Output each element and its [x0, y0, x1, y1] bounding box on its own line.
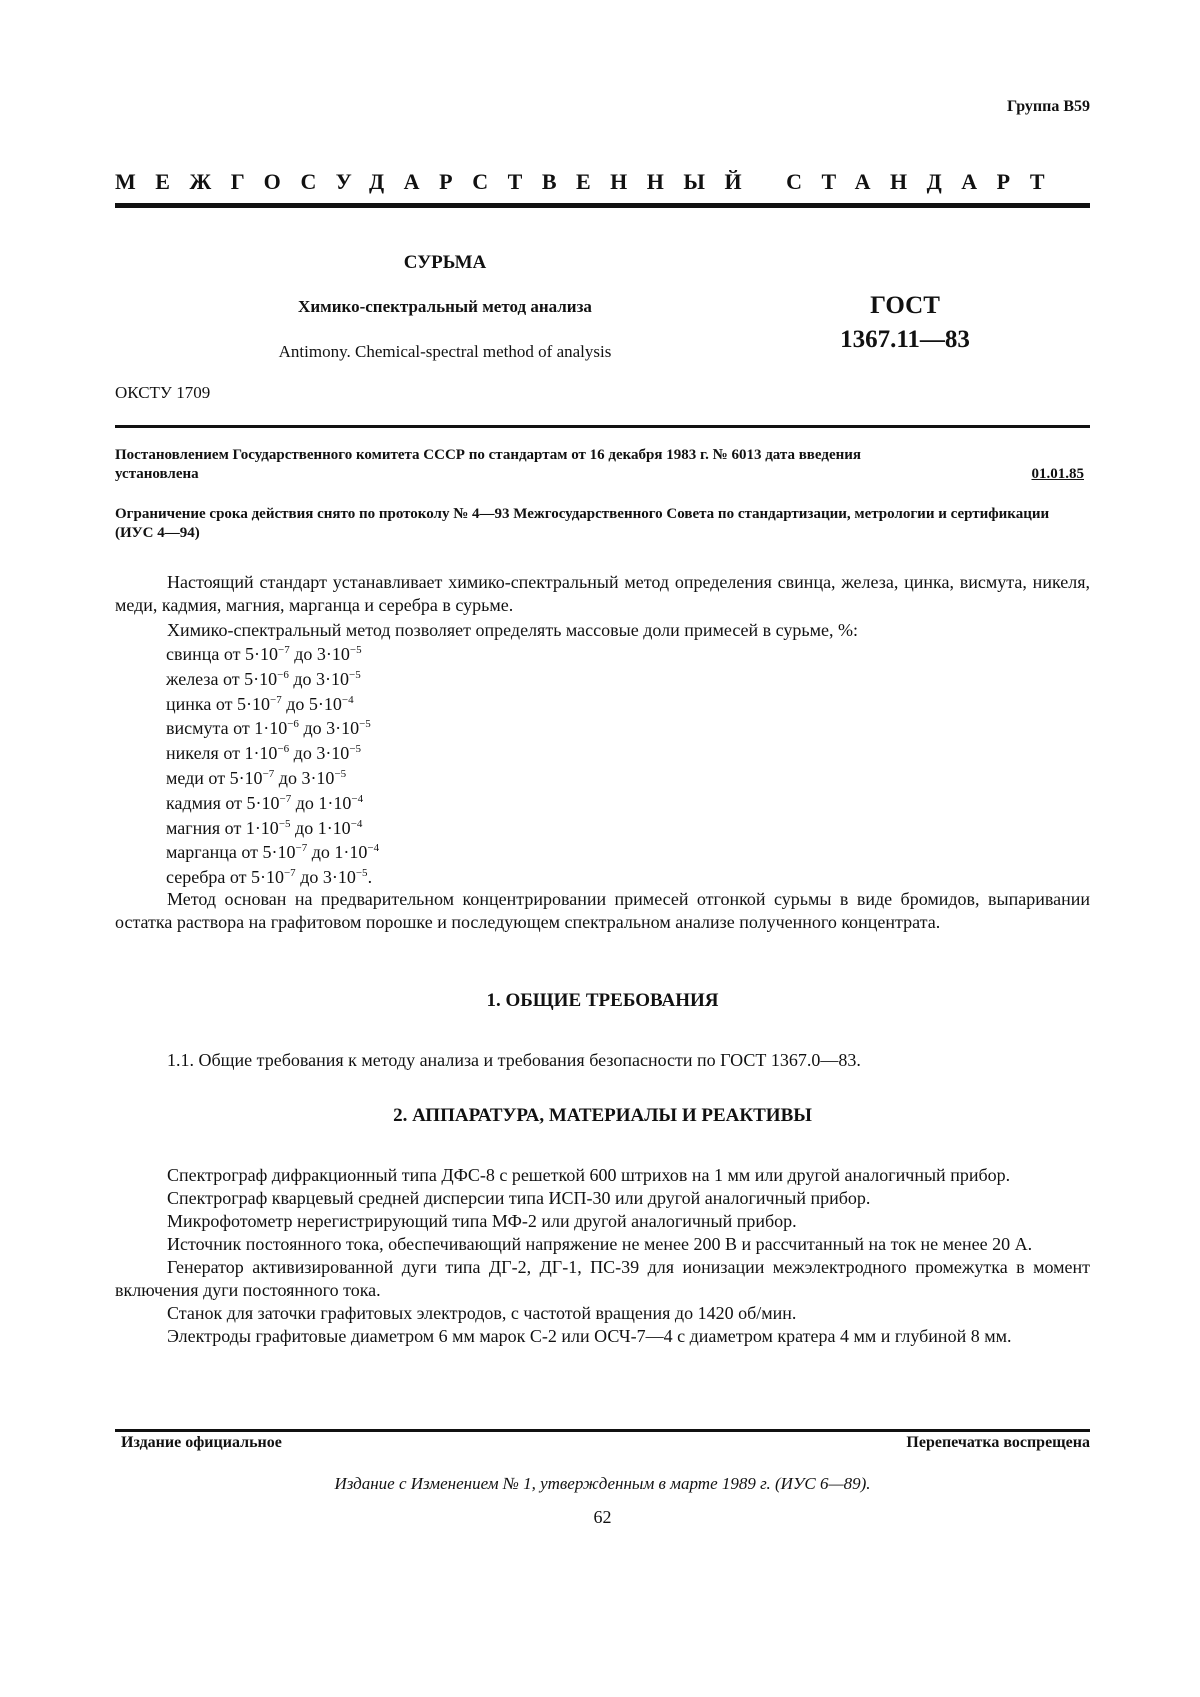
group-code: Группа В59: [1007, 98, 1090, 115]
list-item: Источник постоянного тока, обеспечивающий напряжение не менее 200 В и рассчитанный на ток не менее 20 А.: [167, 1234, 1033, 1254]
document-title: СУРЬМА: [403, 252, 487, 273]
list-item: Генератор активизированной дуги типа ДГ-2, ДГ-1, ПС-39 для ионизации межэлектродного промежутка в момент включения дуги постоянного тока.: [115, 1257, 1090, 1300]
decree-line2: установлена: [115, 466, 199, 482]
limitation-note: Ограничение срока действия снято по протоколу № 4—93 Межгосударственного Совета по стандартизации, метрологии и сертификации (ИУС 4—94): [115, 506, 1050, 541]
list-item: свинца от $5\cdot 10^{-7}$ до $3\cdot 10^{-5}$: [166, 644, 362, 664]
list-item: магния от $1\cdot 10^{-5}$ до $1\cdot 10^{-4}$: [166, 817, 363, 838]
page-number: 62: [593, 1507, 612, 1527]
standard-label: ГОСТ: [870, 292, 940, 319]
list-item: висмута от $1\cdot 10^{-6}$ до $3\cdot 10^{-5}$: [166, 718, 371, 739]
list-item: цинка от $5\cdot 10^{-7}$ до $5\cdot 10^{-4}$: [166, 693, 354, 714]
list-item: кадмия от $5\cdot 10^{-7}$ до $1\cdot 10^{-4}$: [166, 792, 364, 813]
interstate-standard-banner: МЕЖГОСУДАРСТВЕННЫЙ СТАНДАРТ: [115, 169, 1064, 194]
title-rule: [115, 425, 1090, 428]
intro-paragraph-1: Настоящий стандарт устанавливает химико-спектральный метод определения свинца, железа, цинка, висмута, никеля, меди, кадмия, магния, марганца и серебра в сурьме.: [115, 572, 1090, 615]
section-1-item-1: 1.1. Общие требования к методу анализа и требования безопасности по ГОСТ 1367.0—83.: [167, 1050, 861, 1070]
document-subtitle: Химико-спектральный метод анализа: [298, 297, 592, 316]
standard-number: 1367.11—83: [840, 326, 970, 353]
list-item: серебра от $5\cdot 10^{-7}$ до $3\cdot 10^{-5}$.: [166, 867, 373, 888]
list-item: марганца от $5\cdot 10^{-7}$ до $1\cdot 10^{-4}$: [166, 842, 380, 863]
english-title: Antimony. Chemical-spectral method of analysis: [278, 342, 612, 361]
amendment-note: Издание с Изменением № 1, утвержденным в марте 1989 г. (ИУС 6—89).: [334, 1474, 871, 1493]
official-edition-label: Издание официальное: [121, 1434, 282, 1451]
footer-row: [115, 1434, 1090, 1452]
list-item: Электроды графитовые диаметром 6 мм марок С-2 или ОСЧ-7—4 с диаметром кратера 4 мм и глубиной 8 мм.: [167, 1326, 1012, 1346]
intro-paragraph-2: Химико-спектральный метод позволяет определять массовые доли примесей в сурьме, %:: [167, 620, 859, 640]
section-2-heading: 2. АППАРАТУРА, МАТЕРИАЛЫ И РЕАКТИВЫ: [393, 1105, 812, 1126]
reprint-prohibited-label: Перепечатка воспрещена: [906, 1434, 1090, 1451]
decree-block: [115, 446, 1090, 484]
list-item: Спектрограф дифракционный типа ДФС-8 с решеткой 600 штрихов на 1 мм или другой аналогичный прибор.: [167, 1165, 1011, 1185]
list-item: Станок для заточки графитовых электродов, с частотой вращения до 1420 об/мин.: [167, 1303, 797, 1323]
list-item: меди от $5\cdot 10^{-7}$ до $3\cdot 10^{-5}$: [166, 767, 347, 788]
introduction-date: 01.01.85: [1031, 466, 1084, 482]
list-item: Спектрограф кварцевый средней дисперсии типа ИСП-30 или другой аналогичный прибор.: [167, 1188, 871, 1208]
footer-rule: [115, 1429, 1090, 1432]
decree-line1: Постановлением Государственного комитета СССР по стандартам от 16 декабря 1983 г. № 6013 дата введения: [115, 447, 862, 463]
section-1-heading: 1. ОБЩИЕ ТРЕБОВАНИЯ: [486, 990, 719, 1011]
list-item: железа от $5\cdot 10^{-6}$ до $3\cdot 10^{-5}$: [166, 668, 361, 689]
standard-designation: [780, 289, 1030, 357]
list-item: никеля от $1\cdot 10^{-6}$ до $3\cdot 10^{-5}$: [166, 743, 362, 764]
impurity-range-list: [166, 642, 379, 890]
intro-paragraph-3: Метод основан на предварительном концентрировании примесей отгонкой сурьмы в виде бромидов, выпаривании остатка раствора на графитовом порошке и последующем спектральном анализе полученного концентрата.: [115, 889, 1090, 932]
header-rule: [115, 203, 1090, 208]
section-2-list: [115, 1164, 1090, 1348]
list-item: Микрофотометр нерегистрирующий типа МФ-2 или другой аналогичный прибор.: [167, 1211, 797, 1231]
okstu-code: ОКСТУ 1709: [115, 383, 211, 402]
